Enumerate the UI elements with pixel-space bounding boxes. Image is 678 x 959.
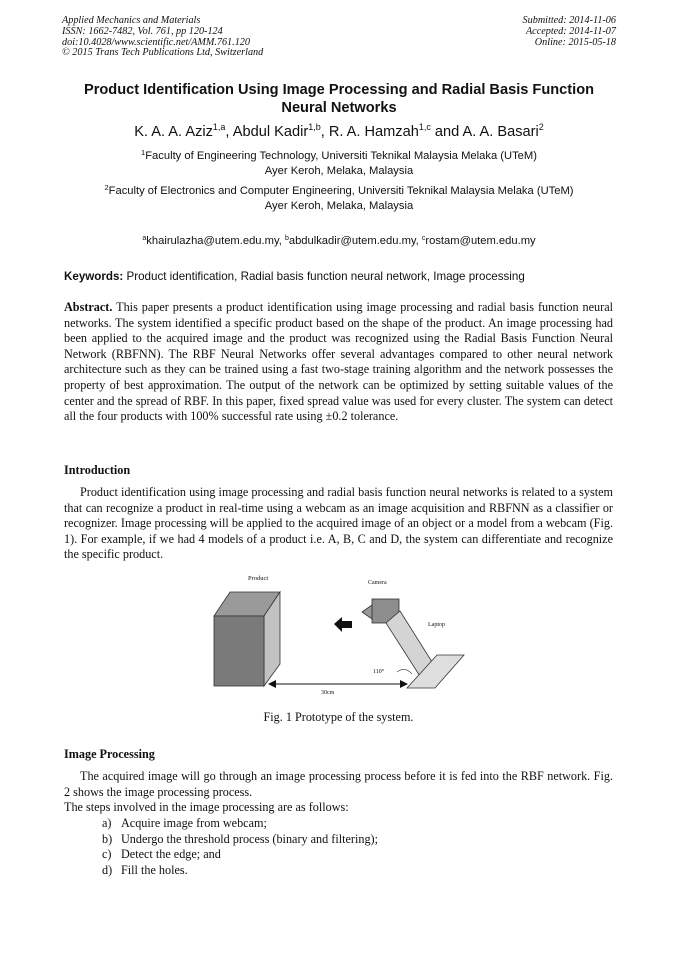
header-line: doi:10.4028/www.scientific.net/AMM.761.120 xyxy=(62,36,250,48)
list-item: a) Acquire image from webcam; xyxy=(102,816,267,830)
camera-lens xyxy=(362,605,372,619)
list-item: c) Detect the edge; and xyxy=(102,847,221,862)
angle-label: 110° xyxy=(373,669,385,675)
affiliation-location: Ayer Keroh, Melaka, Malaysia xyxy=(264,200,414,212)
distance-label: 30cm xyxy=(321,690,335,696)
affiliation-line: $^1$Faculty of Engineering Technology, Universiti Teknikal Malaysia Melaka (UTeM) xyxy=(141,148,537,162)
author-separator: and xyxy=(430,124,463,140)
introduction-paragraph: Product identification using image processing and radial basis function neural networks is related to a system that can recognize a product in real-time using a webcam as an image acquisition and RBFNN as a classifier or recognizer. Image processing will be applied to the acquired image of an object or a model from a webcam (Fig. 1). For example, if we had 4 models of a product i.e. A, B, C and D, the system can differentiate and recognize the specific product. xyxy=(64,485,613,562)
email-mark: a xyxy=(142,235,147,242)
laptop-label: Laptop xyxy=(428,622,445,628)
author-emails: $^a$khairulazha@utem.edu.my, $^b$abdulkadir@utem.edu.my, $^c$rostam@utem.edu.my xyxy=(142,235,536,247)
author-list xyxy=(40,123,638,141)
author-separator: , xyxy=(320,124,329,140)
header-line: Applied Mechanics and Materials xyxy=(62,15,201,26)
author-affil-mark: 1,a xyxy=(212,122,226,132)
email-address: khairulazha@utem.edu.my xyxy=(146,235,279,247)
email-mark: c xyxy=(421,235,426,242)
camera-label: Camera xyxy=(368,580,387,586)
product-label: Product xyxy=(248,575,269,582)
list-item: d) Fill the holes. xyxy=(102,862,188,877)
list-marker: c) xyxy=(102,847,112,862)
direction-arrow xyxy=(334,617,352,632)
product-box-front xyxy=(214,616,264,686)
figure-prototype-diagram xyxy=(200,568,470,703)
abstract-label: Abstract. xyxy=(64,300,113,314)
header-line: ISSN: 1662-7482, Vol. 761, pp 120-124 xyxy=(62,25,223,37)
keywords xyxy=(64,270,624,283)
figure-caption: Fig. 1 Prototype of the system. xyxy=(263,710,414,724)
affiliation-1 xyxy=(40,149,638,179)
list-marker: a) xyxy=(102,816,112,830)
affiliation-location: Ayer Keroh, Melaka, Malaysia xyxy=(264,165,414,177)
author-name: R. A. Hamzah xyxy=(328,124,419,140)
submitted-date: Submitted: 2014-11-06 xyxy=(522,15,616,26)
abstract xyxy=(64,300,613,425)
abstract-text: This paper presents a product identification using image processing and radial basis function neural networks. The system identified a specific product based on the shape of the product. An image processing had been applied to the acquired image and the product was recognized using the Radial Basis Function Neural Network (RBFNN). The RBF Neural Networks offer several advantages compared to other neural network architecture such as they can be trained using a fast two-stage training algorithm and the network possesses the property of best approximation. The output of the network can be optimized by setting suitable values of the center and the spread of RBF. In this paper, fixed spread value was used for every cluster. The system can detect all the four products with 100% successful rate using ±0.2 tolerance. xyxy=(64,300,613,424)
paper-title: Product Identification Using Image Processing and Radial Basis Function Neural Networks xyxy=(83,82,595,116)
section-heading-introduction: Introduction xyxy=(64,463,131,477)
affiliation-2 xyxy=(40,184,638,214)
section-heading-image-processing: Image Processing xyxy=(64,747,155,761)
distance-arrow-left xyxy=(268,680,276,688)
author-name: A. A. Basari xyxy=(462,124,539,140)
angle-arc xyxy=(397,669,412,674)
keywords-text: Product identification, Radial basis function neural network, Image processing xyxy=(123,270,525,283)
list-marker: b) xyxy=(102,831,113,846)
header-line: © 2015 Trans Tech Publications Ltd, Switzerland xyxy=(62,47,264,59)
author-separator: , xyxy=(225,124,233,140)
steps-intro: The steps involved in the image processing are as follows: xyxy=(64,800,349,814)
keywords-label: Keywords: xyxy=(64,270,124,283)
author-name: Abdul Kadir xyxy=(232,124,309,140)
distance-arrow-right xyxy=(400,680,408,688)
image-processing-paragraph: The acquired image will go through an image processing process before it is fed into the RBF network. Fig. 2 shows the image processing process. xyxy=(64,769,613,799)
online-date: Online: 2015-05-18 xyxy=(534,36,616,48)
affiliation-mark: 2 xyxy=(104,183,109,192)
list-marker: d) xyxy=(102,862,113,877)
email-address: rostam@utem.edu.my xyxy=(425,235,536,247)
email-mark: b xyxy=(284,235,289,242)
journal-header-right xyxy=(523,16,616,48)
author-name: K. A. A. Aziz xyxy=(134,124,213,140)
affiliation-line: $^2$Faculty of Electronics and Computer Engineering, Universiti Teknikal Malaysia Melaka (UTeM) xyxy=(104,183,574,197)
list-item: b) Undergo the threshold process (binary and filtering); xyxy=(102,831,378,846)
email-address: abdulkadir@utem.edu.my xyxy=(288,235,416,247)
accepted-date: Accepted: 2014-11-07 xyxy=(525,25,616,37)
author-affil-mark: 1,b xyxy=(308,122,321,132)
author-affil-mark: 2 xyxy=(538,122,544,132)
steps-list xyxy=(102,816,378,878)
journal-header-left xyxy=(62,16,263,59)
author-affil-mark: 1,c xyxy=(418,122,431,132)
affiliation-mark: 1 xyxy=(141,148,146,157)
